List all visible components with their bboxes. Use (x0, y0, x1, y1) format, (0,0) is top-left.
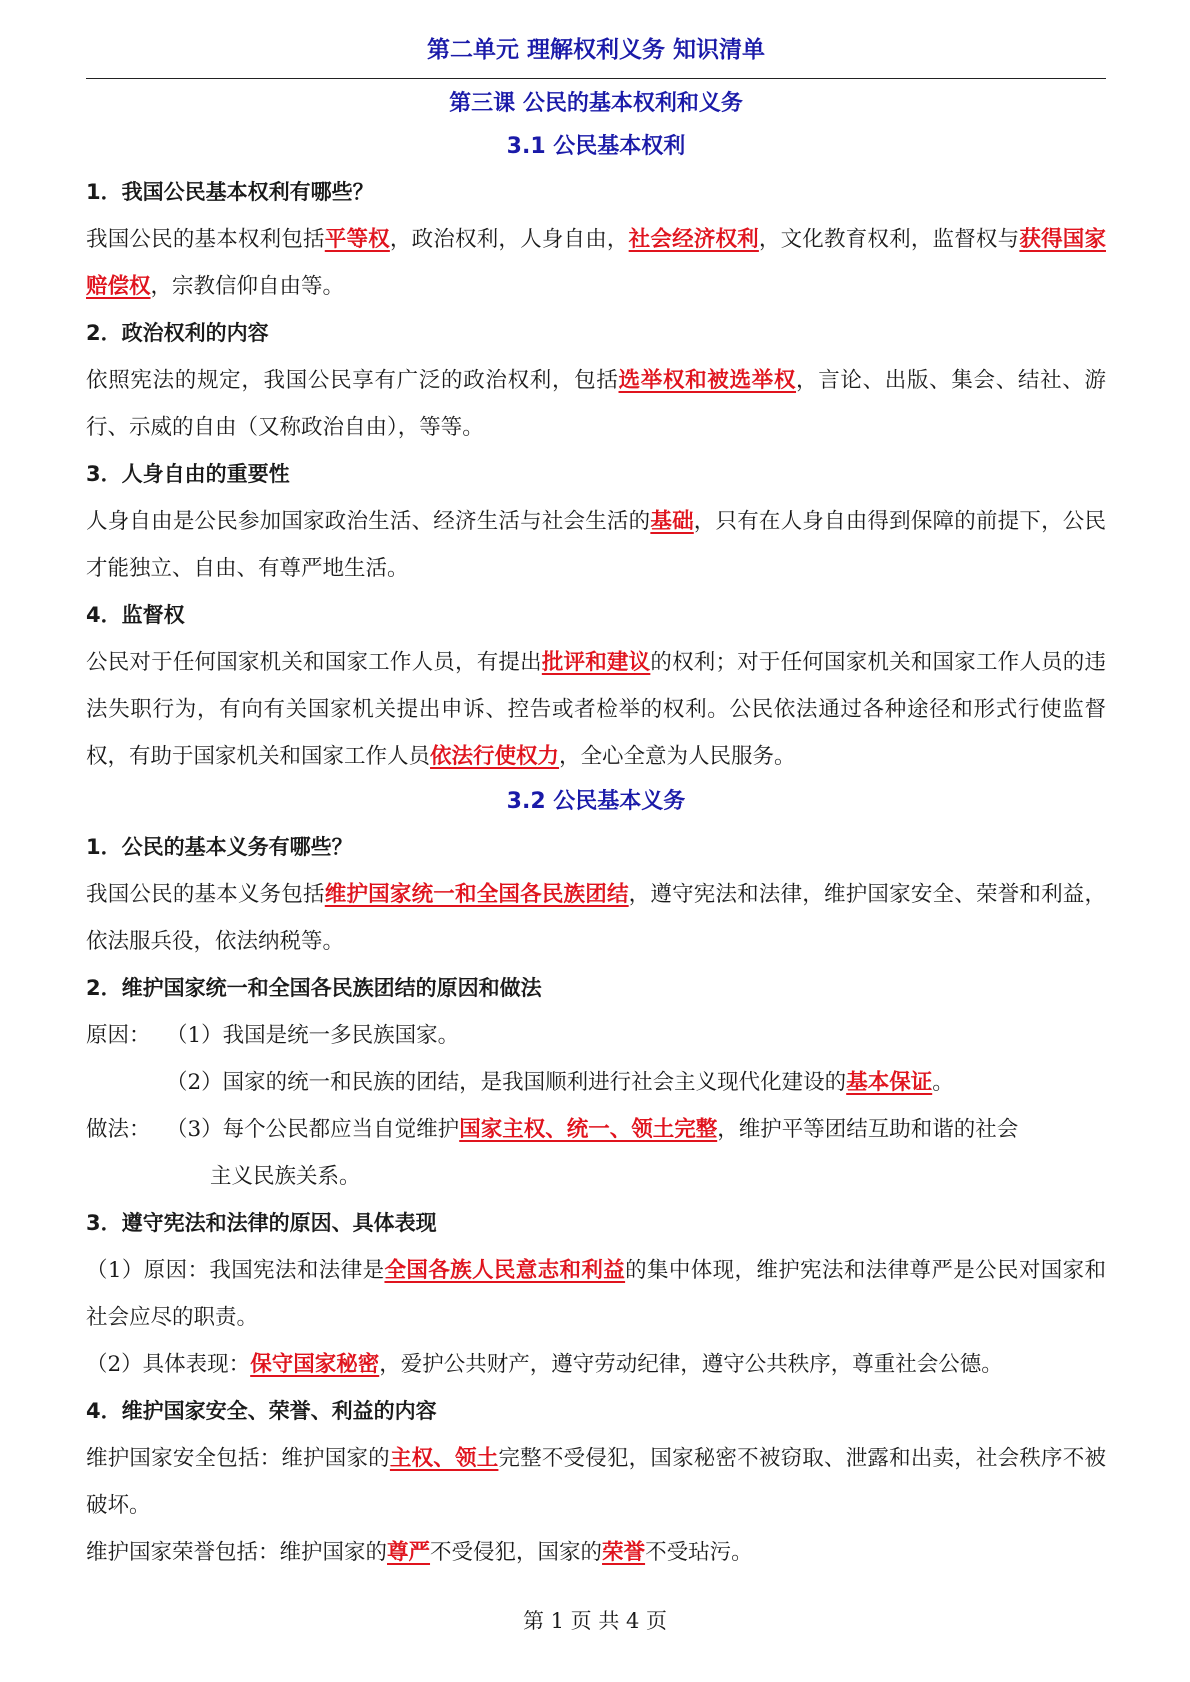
text: ，宗教信仰自由等。 (150, 274, 345, 299)
reason-row (86, 1059, 1106, 1106)
question-heading: 4．监督权 (86, 603, 185, 627)
question-heading: 2．政治权利的内容 (86, 321, 269, 345)
text: （1）原因：我国宪法和法律是 (86, 1258, 385, 1283)
answer-paragraph (86, 639, 1106, 780)
question-heading: 4．维护国家安全、荣誉、利益的内容 (86, 1399, 437, 1423)
text: 公民对于任何国家机关和国家工作人员，有提出 (86, 650, 542, 675)
answer-paragraph (86, 1341, 1106, 1388)
reason-row (86, 1012, 1106, 1059)
keyword: 基本保证 (846, 1070, 933, 1095)
answer-paragraph (86, 1247, 1106, 1341)
text: 维护国家安全包括：维护国家的 (86, 1446, 390, 1471)
question-heading: 1．我国公民基本权利有哪些？ (86, 180, 374, 204)
keyword: 国家主权、统一、领土完整 (459, 1117, 718, 1142)
answer-paragraph (86, 498, 1106, 592)
keyword: 依法行使权力 (430, 744, 560, 769)
keyword: 维护国家统一和全国各民族团结 (324, 882, 629, 907)
method-label: 做法： (86, 1117, 151, 1142)
answer-paragraph (86, 1435, 1106, 1529)
text: ，维护平等团结互助和谐的社会 (717, 1117, 1019, 1142)
keyword: 主权、领土 (389, 1446, 499, 1471)
text: （2）国家的统一和民族的团结，是我国顺利进行社会主义现代化建设的 (166, 1070, 847, 1095)
method-row-cont (86, 1153, 1106, 1200)
reason-item: （1）我国是统一多民族国家。 (166, 1023, 460, 1048)
answer-paragraph (86, 357, 1106, 451)
lesson-title: 第三课 公民的基本权利和义务 (449, 91, 743, 116)
page-header: 第二单元 理解权利义务 知识清单 (426, 37, 765, 63)
text: ，爱护公共财产，遵守劳动纪律，遵守公共秩序，尊重社会公德。 (379, 1352, 1003, 1377)
reason-item (166, 1059, 954, 1106)
method-item (166, 1106, 1018, 1153)
text: 完整不受侵犯，国家秘密不被窃取、泄露和出卖，社会秩序不被破坏。 (86, 1446, 1106, 1518)
text: 我国公民的基本权利包括 (86, 227, 325, 252)
reason-label: 原因： (86, 1023, 151, 1048)
text: ，遵守宪法和法律，维护国家安全、荣誉和利益，依法服兵役，依法纳税等。 (86, 882, 1106, 954)
keyword: 选举权和被选举权 (618, 368, 797, 393)
keyword: 基础 (650, 509, 694, 534)
text: ，文化教育权利，监督权与 (758, 227, 1020, 252)
question-heading: 3．遵守宪法和法律的原因、具体表现 (86, 1211, 437, 1235)
method-row (86, 1106, 1106, 1153)
answer-paragraph (86, 1529, 1106, 1576)
answer-paragraph (86, 216, 1106, 310)
method-item-cont: 主义民族关系。 (210, 1164, 361, 1189)
text: 。 (932, 1070, 954, 1095)
section-title-3-2: 3.2 公民基本义务 (506, 789, 686, 814)
text: （3）每个公民都应当自觉维护 (166, 1117, 460, 1142)
question-heading: 1．公民的基本义务有哪些？ (86, 835, 353, 859)
question-heading: 3．人身自由的重要性 (86, 462, 290, 486)
text: （2）具体表现： (86, 1352, 251, 1377)
keyword: 获得国家赔偿权 (86, 227, 1106, 299)
text: 依照宪法的规定，我国公民享有广泛的政治权利，包括 (86, 368, 619, 393)
page-footer: 第 1 页 共 4 页 (522, 1609, 668, 1633)
answer-paragraph (86, 871, 1106, 965)
keyword: 批评和建议 (541, 650, 651, 675)
text: ，政治权利，人身自由， (389, 227, 629, 252)
text: ，全心全意为人民服务。 (559, 744, 796, 769)
text: 人身自由是公民参加国家政治生活、经济生活与社会生活的 (86, 509, 651, 534)
text: 不受侵犯，国家的 (430, 1540, 603, 1565)
question-heading: 2．维护国家统一和全国各民族团结的原因和做法 (86, 976, 542, 1000)
text: 的权利；对于任何国家机关和国家工作人员的违法失职行为，有向有关国家机关提出申诉、控告或者检举的权利。公民依法通过各种途径和形式行使监督权，有助于国家机关和国家工作人员 (86, 650, 1106, 769)
keyword: 保守国家秘密 (250, 1352, 380, 1377)
keyword: 全国各族人民意志和利益 (384, 1258, 626, 1283)
text: 我国公民的基本义务包括 (86, 882, 325, 907)
text: ，只有在人身自由得到保障的前提下，公民才能独立、自由、有尊严地生活。 (86, 509, 1106, 581)
spacer (86, 1153, 210, 1200)
keyword: 平等权 (324, 227, 390, 252)
text: 的集中体现，维护宪法和法律尊严是公民对国家和社会应尽的职责。 (86, 1258, 1106, 1330)
keyword: 社会经济权利 (628, 227, 759, 252)
text: 维护国家荣誉包括：维护国家的 (86, 1540, 388, 1565)
text: 不受玷污。 (645, 1540, 753, 1565)
text: ，言论、出版、集会、结社、游行、示威的自由（又称政治自由），等等。 (86, 368, 1106, 440)
keyword: 荣誉 (602, 1540, 646, 1565)
spacer (86, 1059, 166, 1106)
document-page (86, 30, 1106, 1576)
section-title-3-1: 3.1 公民基本权利 (506, 134, 686, 159)
keyword: 尊严 (387, 1540, 431, 1565)
